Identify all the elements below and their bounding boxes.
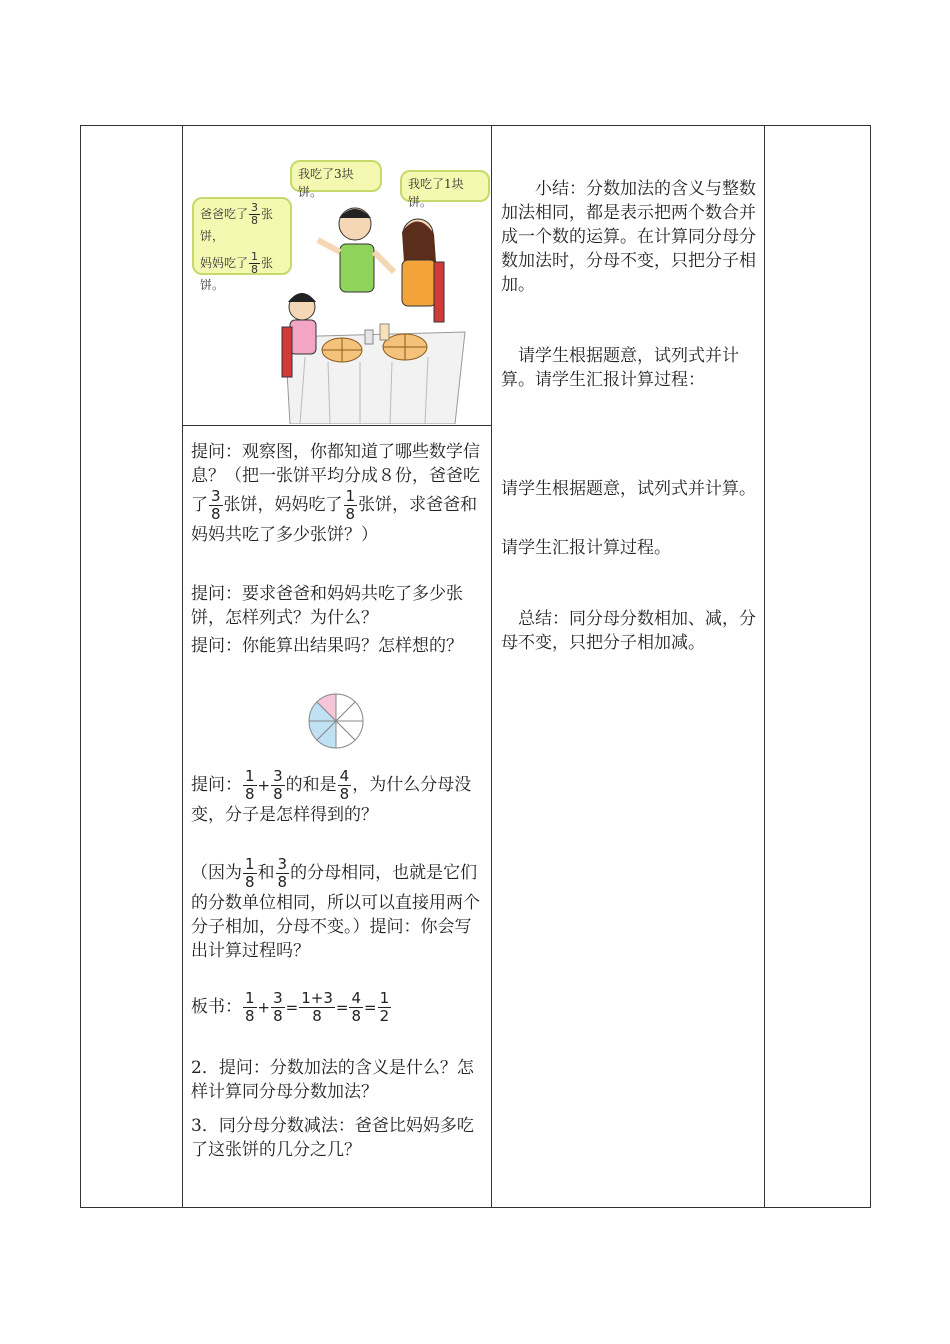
row-divider-illustration <box>182 425 491 426</box>
board-writing: 板书： $\frac{1}{8}$ + $\frac{3}{8}$ = $\frac{1+3}{8}$ = $\frac{4}{8}$ = $\frac{1}{2}$ <box>191 989 390 1025</box>
student-task-2: 请学生根据题意，试列式并计算。 <box>501 479 756 499</box>
question-why-denominator: 提问： $\frac{1}{8}$ + $\frac{3}{8}$ 的和是 $\frac{4}{8}$ ，为什么分母没变，分子是怎样得到的？ <box>191 767 472 825</box>
summary-addition: 小结：分数加法的含义与整数加法相同，都是表示把两个数合并成一个数的运算。在计算同分母分数加法时，分母不变，只把分子相加。 <box>501 179 756 295</box>
speech-bubble-mom: 我吃了1块饼。 <box>400 170 490 202</box>
bubble-left-text-1: 爸爸吃了 <box>200 207 249 221</box>
bubble-left-text-2: 张饼， <box>200 207 274 243</box>
speech-bubble-dad: 我吃了3块饼。 <box>290 160 382 192</box>
pie-eighths-diagram <box>307 692 365 750</box>
fraction-1-8: $\frac{1}{8}$ <box>345 487 356 523</box>
explanation-same-denominator: （因为 $\frac{1}{8}$ 和 $\frac{3}{8}$ 的分母相同，也就是它们的分数单位相同，所以可以直接用两个分子相加，分母不变。）提问：你会写出计算过程吗？ <box>191 855 480 961</box>
fraction-1-8: $\frac{1}{8}$ <box>245 989 255 1025</box>
fraction-3-8: $\frac{3}{8}$ <box>273 767 283 803</box>
col-divider-3 <box>764 126 765 1207</box>
question-result: 提问：你能算出结果吗？怎样想的？ <box>191 636 463 656</box>
speech-bubble-left <box>192 197 292 292</box>
question-observe: 提问：观察图，你都知道了哪些数学信息？（把一张饼平均分成８份，爸爸吃了 $\frac{3}{8}$ 张饼，妈妈吃了 $\frac{1}{8}$ 张饼，求爸爸和妈妈共吃了多少张饼？） <box>191 442 480 545</box>
fraction-1-8: $\frac{1}{8}$ <box>245 855 255 891</box>
fraction-3-8: $\frac{3}{8}$ <box>251 201 259 227</box>
fraction-3-8: $\frac{3}{8}$ <box>211 487 221 523</box>
fraction-1-8: $\frac{1}{8}$ <box>251 250 259 276</box>
fraction-4-8: $\frac{4}{8}$ <box>339 767 350 803</box>
fraction-sum: $\frac{1+3}{8}$ <box>301 989 333 1025</box>
bubble-left-text-3: 妈妈吃了 <box>200 256 249 270</box>
question-expression: 提问：要求爸爸和妈妈共吃了多少张饼，怎样列式？为什么？ <box>191 584 463 628</box>
fraction-1-8: $\frac{1}{8}$ <box>245 767 255 803</box>
fraction-3-8: $\frac{3}{8}$ <box>277 855 288 891</box>
col-divider-2 <box>491 126 492 1207</box>
col-divider-1 <box>182 126 183 1207</box>
summary-add-subtract: 总结：同分母分数相加、减，分母不变，只把分子相加减。 <box>501 609 756 653</box>
student-task-1: 请学生根据题意，试列式并计算。请学生汇报计算过程： <box>501 346 739 390</box>
fraction-4-8: $\frac{4}{8}$ <box>351 989 362 1025</box>
fraction-1-2: $\frac{1}{2}$ <box>379 989 390 1025</box>
student-task-3: 请学生汇报计算过程。 <box>501 538 671 558</box>
question-subtraction: 3．同分母分数减法：爸爸比妈妈多吃了这张饼的几分之几？ <box>191 1116 474 1160</box>
bubble-left-text-4: 张饼。 <box>200 256 274 292</box>
question-meaning: 2．提问：分数加法的含义是什么？怎样计算同分母分数加法？ <box>191 1058 474 1102</box>
fraction-3-8: $\frac{3}{8}$ <box>273 989 283 1025</box>
